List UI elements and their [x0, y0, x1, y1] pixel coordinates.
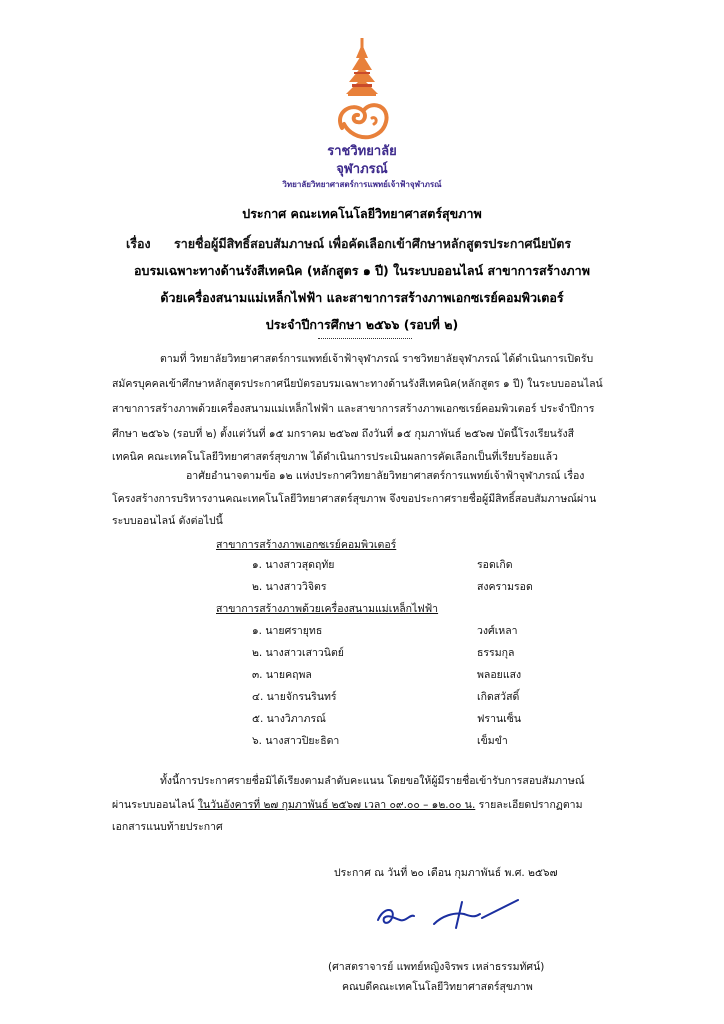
section-title-mri: สาขาการสร้างภาพด้วยเครื่องสนามแม่เหล็กไฟฟ้า	[216, 603, 439, 615]
para1-line: ตามที่ วิทยาลัยวิทยาศาสตร์การแพทย์เจ้าฟ้าจุฬาภรณ์ ราชวิทยาลัยจุฬาภรณ์ ได้ดำเนินการเปิดรับ	[160, 353, 594, 365]
closing-line-2	[112, 796, 667, 814]
closing-text: รายละเอียดปรากฏตาม	[475, 799, 583, 811]
title-divider	[318, 338, 412, 339]
signer-title: คณบดีคณะเทคโนโลยีวิทยาศาสตร์สุขภาพ	[342, 981, 533, 993]
person-last-name: พลอยแสง	[477, 669, 522, 681]
person-first-name: ๔. นายจักรนรินทร์	[252, 691, 337, 703]
org-subname: วิทยาลัยวิทยาศาสตร์การแพทย์เจ้าฟ้าจุฬาภรณ์	[282, 180, 442, 189]
person-first-name: ๒. นางสาวเสาวนิตย์	[252, 647, 344, 659]
closing-line-1: ทั้งนี้การประกาศรายชื่อมิได้เรียงตามลำดับคะแนน โดยขอให้ผู้มีรายชื่อเข้ารับการสอบสัมภาษณ์	[160, 775, 585, 787]
para2-line: ระบบออนไลน์ ดังต่อไปนี้	[112, 515, 223, 527]
para1-line: สาขาการสร้างภาพด้วยเครื่องสนามแม่เหล็กไฟฟ้า และสาขาการสร้างภาพเอกซเรย์คอมพิวเตอร์ ประจำปีการ	[112, 403, 595, 415]
handwritten-signature-icon	[370, 894, 530, 938]
section-title-ct: สาขาการสร้างภาพเอกซเรย์คอมพิวเตอร์	[216, 539, 397, 551]
subject-line-4: ประจำปีการศึกษา ๒๕๖๖ (รอบที่ ๒)	[265, 317, 459, 332]
subject-label: เรื่อง	[126, 236, 151, 251]
person-last-name: ธรรมกุล	[477, 647, 515, 659]
closing-line-3: เอกสารแนบท้ายประกาศ	[112, 821, 223, 833]
person-last-name: วงศ์เหลา	[477, 625, 518, 637]
person-first-name: ๒. นางสาววิจิตร	[252, 581, 327, 593]
org-name-line2: จุฬาภรณ์	[336, 162, 388, 177]
interview-date: ในวันอังคารที่ ๒๗ กุมภาพันธ์ ๒๕๖๗ เวลา ๐๙.๐๐ – ๑๒.๐๐ น.	[197, 799, 476, 811]
para1-line: เทคนิค คณะเทคโนโลยีวิทยาศาสตร์สุขภาพ ได้ดำเนินการประเมินผลการคัดเลือกเป็นที่เรียบร้อยแล้ว	[112, 451, 558, 463]
org-name-line1: ราชวิทยาลัย	[327, 144, 397, 159]
para2-line: โครงสร้างการบริหารงานคณะเทคโนโลยีวิทยาศาสตร์สุขภาพ จึงขอประกาศรายชื่อผู้มีสิทธิ์สอบสัมภาษณ์ผ่าน	[112, 493, 597, 505]
para1-line: ศึกษา ๒๕๖๖ (รอบที่ ๒) ตั้งแต่วันที่ ๑๕ มกราคม ๒๕๖๗ ถึงวันที่ ๑๕ กุมภาพันธ์ ๒๕๖๗ บัดนี้โรงเรียนรังสี	[112, 428, 574, 440]
person-first-name: ๑. นายศรายุทธ	[252, 625, 323, 637]
person-first-name: ๓. นายคฤพล	[252, 669, 312, 681]
para1-line: สมัครบุคคลเข้าศึกษาหลักสูตรประกาศนียบัตรอบรมเฉพาะทางด้านรังสีเทคนิค(หลักสูตร ๑ ปี) ในระบบออนไลน์	[112, 378, 603, 390]
person-first-name: ๕. นางวิภาภรณ์	[252, 713, 326, 725]
person-last-name: รอดเกิด	[477, 559, 513, 571]
para2-line: อาศัยอำนาจตามข้อ ๑๒ แห่งประกาศวิทยาลัยวิทยาศาสตร์การแพทย์เจ้าฟ้าจุฬาภรณ์ เรื่อง	[186, 470, 585, 482]
closing-text: ผ่านระบบออนไลน์	[112, 799, 198, 811]
person-last-name: ฟรานเซ็น	[477, 713, 522, 725]
person-last-name: สงครามรอด	[477, 581, 533, 593]
signer-name: (ศาสตราจารย์ แพทย์หญิงจิรพร เหล่าธรรมทัศน์)	[328, 961, 545, 973]
announcement-title: ประกาศ คณะเทคโนโลยีวิทยาศาสตร์สุขภาพ	[242, 206, 482, 221]
subject-line-1: รายชื่อผู้มีสิทธิ์สอบสัมภาษณ์ เพื่อคัดเลือกเข้าศึกษาหลักสูตรประกาศนียบัตร	[174, 236, 572, 251]
subject-line-2: อบรมเฉพาะทางด้านรังสีเทคนิค (หลักสูตร ๑ ปี) ในระบบออนไลน์ สาขาการสร้างภาพ	[134, 263, 590, 278]
subject-line-3: ด้วยเครื่องสนามแม่เหล็กไฟฟ้า และสาขาการสร้างภาพเอกซเรย์คอมพิวเตอร์	[160, 290, 564, 305]
person-first-name: ๑. นางสาวสุดฤทัย	[252, 559, 335, 571]
announcement-date: ประกาศ ณ วันที่ ๒๐ เดือน กุมภาพันธ์ พ.ศ. ๒๕๖๗	[334, 867, 558, 879]
person-first-name: ๖. นางสาวปิยะธิดา	[252, 735, 340, 747]
person-last-name: เข็มขำ	[477, 735, 508, 747]
crown-emblem-icon	[312, 36, 412, 156]
person-last-name: เกิดสวัสดิ์	[477, 691, 520, 703]
